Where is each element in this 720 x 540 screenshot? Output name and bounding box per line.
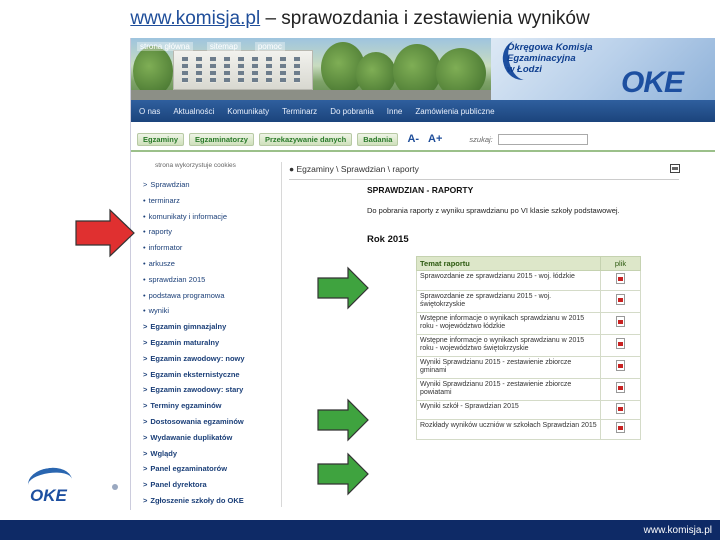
sidebar-item-label: terminarz	[148, 195, 180, 205]
chevron-right-icon: >	[143, 480, 148, 490]
sidebar-item-label: Egzamin maturalny	[150, 337, 220, 347]
page-heading: SPRAWDZIAN - RAPORTY	[367, 185, 474, 195]
sidebar-item[interactable]	[143, 193, 273, 209]
column-header-topic: Temat raportu	[417, 257, 601, 271]
bullet-icon: •	[143, 243, 146, 253]
breadcrumb-bullet-icon: ●	[289, 164, 297, 174]
pdf-icon[interactable]	[616, 422, 625, 433]
sidebar-item[interactable]	[143, 256, 273, 272]
top-links	[137, 42, 285, 51]
chevron-right-icon: >	[143, 353, 148, 363]
pdf-icon[interactable]	[616, 338, 625, 349]
table-row	[417, 400, 641, 420]
red-arrow-icon	[74, 208, 136, 258]
bullet-icon: •	[143, 211, 146, 221]
sidebar-item[interactable]	[143, 493, 273, 509]
report-title-link[interactable]: Wyniki Sprawdzianu 2015 - zestawienie zbiorcze gminami	[417, 356, 601, 378]
file-cell	[601, 271, 641, 291]
green-arrow-icon	[316, 452, 370, 496]
logo-abbr: OKE	[621, 66, 684, 99]
sidebar-item-label: Panel dyrektora	[150, 480, 207, 490]
tab-przekazywanie-danych[interactable]: Przekazywanie danych	[259, 133, 352, 146]
sidebar-item[interactable]	[143, 382, 273, 398]
sidebar-item-label: Terminy egzaminów	[150, 401, 222, 411]
font-decrease-button[interactable]: A-	[407, 133, 420, 145]
sidebar-item[interactable]	[143, 414, 273, 430]
report-title-link[interactable]: Wstępne informacje o wynikach sprawdzianu w 2015 roku - województwo łódzkie	[417, 312, 601, 334]
page-intro: Do pobrania raporty z wyniku sprawdzianu po VI klasie szkoły podstawowej.	[367, 206, 620, 215]
sidebar-item-label: Egzamin zawodowy: stary	[150, 385, 244, 395]
chevron-right-icon: >	[143, 322, 148, 332]
sidebar-item-label: Egzamin gimnazjalny	[150, 322, 227, 332]
site-header-banner	[131, 38, 715, 100]
oke-logo[interactable]	[491, 38, 715, 100]
help-link[interactable]: pomoc	[255, 42, 285, 51]
print-icon[interactable]	[670, 164, 680, 173]
nav-item-do-pobrania[interactable]: Do pobrania	[330, 106, 374, 116]
slide-title	[0, 8, 720, 30]
website-screenshot	[130, 38, 715, 510]
sidebar-item-label: informator	[148, 243, 183, 253]
report-title-link[interactable]: Wyniki Sprawdzianu 2015 - zestawienie zbiorcze powiatami	[417, 378, 601, 400]
sidebar-item[interactable]	[143, 224, 273, 240]
green-arrow-icon	[316, 266, 370, 310]
bullet-icon: •	[143, 227, 146, 237]
oke-logo-small	[24, 466, 76, 514]
search-label: szukaj:	[469, 134, 493, 144]
column-divider	[281, 162, 282, 507]
breadcrumb-divider	[289, 179, 679, 180]
reports-table	[416, 256, 641, 440]
file-cell	[601, 378, 641, 400]
sidebar-item[interactable]	[143, 461, 273, 477]
report-title-link[interactable]: Wyniki szkół - Sprawdzian 2015	[417, 400, 601, 420]
title-link[interactable]: www.komisja.pl	[130, 8, 261, 29]
sidebar-item-label: arkusze	[148, 258, 175, 268]
tab-egzaminy[interactable]: Egzaminy	[137, 133, 184, 146]
breadcrumb	[289, 164, 419, 174]
green-arrow-icon	[316, 398, 370, 442]
logo-name: Okręgowa Komisja Egzaminacyjna w Łodzi	[507, 42, 593, 75]
table-row	[417, 312, 641, 334]
table-row	[417, 290, 641, 312]
search-input[interactable]	[498, 134, 588, 145]
road	[131, 90, 491, 100]
pdf-icon[interactable]	[616, 294, 625, 305]
chevron-right-icon: >	[143, 385, 148, 395]
sidebar-item[interactable]	[143, 430, 273, 446]
building-photo	[173, 50, 313, 90]
bullet-icon: •	[143, 274, 146, 284]
chevron-right-icon: >	[143, 432, 148, 442]
chevron-right-icon: >	[143, 401, 148, 411]
sidebar-item-label: wyniki	[148, 306, 170, 316]
secondary-nav	[131, 132, 715, 146]
nav-item-terminarz[interactable]: Terminarz	[282, 106, 318, 116]
chevron-right-icon: >	[143, 369, 148, 379]
slide-footer	[0, 520, 720, 540]
chevron-right-icon: >	[143, 464, 148, 474]
report-title-link[interactable]: Rozkłady wyników uczniów w szkołach Sprawdzian 2015	[417, 420, 601, 440]
chevron-right-icon: >	[143, 337, 148, 347]
file-cell	[601, 334, 641, 356]
sidebar-item-label: Egzamin zawodowy: nowy	[150, 353, 245, 363]
sidebar-item-label: komunikaty i informacje	[148, 211, 228, 221]
chevron-right-icon: >	[143, 448, 148, 458]
chevron-right-icon: >	[143, 495, 148, 505]
sidebar-item-label: Dostosowania egzaminów	[150, 416, 244, 426]
font-increase-button[interactable]: A+	[428, 133, 443, 145]
file-cell	[601, 400, 641, 420]
report-title-link[interactable]: Sprawozdanie ze sprawdzianu 2015 - woj. świętokrzyskie	[417, 290, 601, 312]
sidebar	[143, 162, 273, 509]
tab-egzaminatorzy[interactable]: Egzaminatorzy	[189, 133, 254, 146]
sidebar-item-label: Wglądy	[150, 448, 178, 458]
sidebar-item-label: Panel egzaminatorów	[150, 464, 228, 474]
nav-divider	[131, 150, 715, 152]
pdf-icon[interactable]	[616, 316, 625, 327]
slide-bullet-icon	[112, 484, 118, 490]
file-cell	[601, 290, 641, 312]
file-cell	[601, 312, 641, 334]
chevron-right-icon: >	[143, 180, 148, 189]
table-header-row	[417, 257, 641, 271]
sidebar-item-label: podstawa programowa	[148, 290, 225, 300]
pdf-icon[interactable]	[616, 273, 625, 284]
sidebar-item[interactable]	[143, 272, 273, 288]
table-row	[417, 334, 641, 356]
sitemap-link[interactable]: sitemap	[207, 42, 241, 51]
title-text: – sprawozdania i zestawienia wyników	[260, 8, 590, 29]
main-nav	[131, 100, 715, 122]
footer-url: www.komisja.pl	[643, 525, 712, 536]
sidebar-item[interactable]	[143, 351, 273, 367]
cookies-note: strona wykorzystuje cookies	[155, 162, 236, 169]
pdf-icon[interactable]	[616, 403, 625, 414]
sidebar-item-label: Zgłoszenie szkoły do OKE	[150, 495, 244, 505]
sidebar-item[interactable]	[143, 288, 273, 304]
sidebar-item-label: sprawdzian 2015	[148, 274, 206, 284]
home-link[interactable]: strona główna	[137, 42, 193, 51]
reports-table-body	[417, 271, 641, 440]
sidebar-item[interactable]	[143, 209, 273, 225]
sidebar-item[interactable]	[143, 477, 273, 493]
sidebar-item[interactable]	[143, 303, 273, 319]
sidebar-item[interactable]	[143, 335, 273, 351]
report-title-link[interactable]: Sprawozdanie ze sprawdzianu 2015 - woj. łódzkie	[417, 271, 601, 291]
breadcrumb-path[interactable]: Egzaminy \ Sprawdzian \ raporty	[296, 164, 419, 174]
sidebar-item[interactable]	[143, 446, 273, 462]
nav-item-zamowienia[interactable]: Zamówienia publiczne	[415, 106, 495, 116]
nav-item-o-nas[interactable]: O nas	[139, 106, 161, 116]
table-row	[417, 271, 641, 291]
bullet-icon: •	[143, 290, 146, 300]
table-row	[417, 420, 641, 440]
sidebar-item-label: Sprawdzian	[150, 180, 190, 189]
table-row	[417, 356, 641, 378]
nav-item-aktualnosci[interactable]: Aktualności	[173, 106, 215, 116]
sidebar-item[interactable]	[143, 398, 273, 414]
bullet-icon: •	[143, 195, 146, 205]
sidebar-item-label: raporty	[148, 227, 172, 237]
bullet-icon: •	[143, 306, 146, 316]
file-cell	[601, 420, 641, 440]
sidebar-item-label: Wydawanie duplikatów	[150, 432, 233, 442]
tab-badania[interactable]: Badania	[357, 133, 398, 146]
table-row	[417, 378, 641, 400]
year-heading: Rok 2015	[367, 234, 409, 245]
bullet-icon: •	[143, 258, 146, 268]
pdf-icon[interactable]	[616, 360, 625, 371]
report-title-link[interactable]: Wstępne informacje o wynikach sprawdzianu w 2015 roku - województwo świętokrzyskie	[417, 334, 601, 356]
file-cell	[601, 356, 641, 378]
nav-item-komunikaty[interactable]: Komunikaty	[227, 106, 270, 116]
pdf-icon[interactable]	[616, 382, 625, 393]
nav-item-inne[interactable]: Inne	[386, 106, 403, 116]
sidebar-item-label: Egzamin eksternistyczne	[150, 369, 240, 379]
sidebar-list	[143, 177, 273, 509]
sidebar-item[interactable]	[143, 177, 273, 193]
sidebar-item[interactable]	[143, 240, 273, 256]
chevron-right-icon: >	[143, 416, 148, 426]
sidebar-item[interactable]	[143, 319, 273, 335]
logo-small-abbr: OKE	[30, 486, 67, 505]
sidebar-item[interactable]	[143, 367, 273, 383]
column-header-file: plik	[601, 257, 641, 271]
